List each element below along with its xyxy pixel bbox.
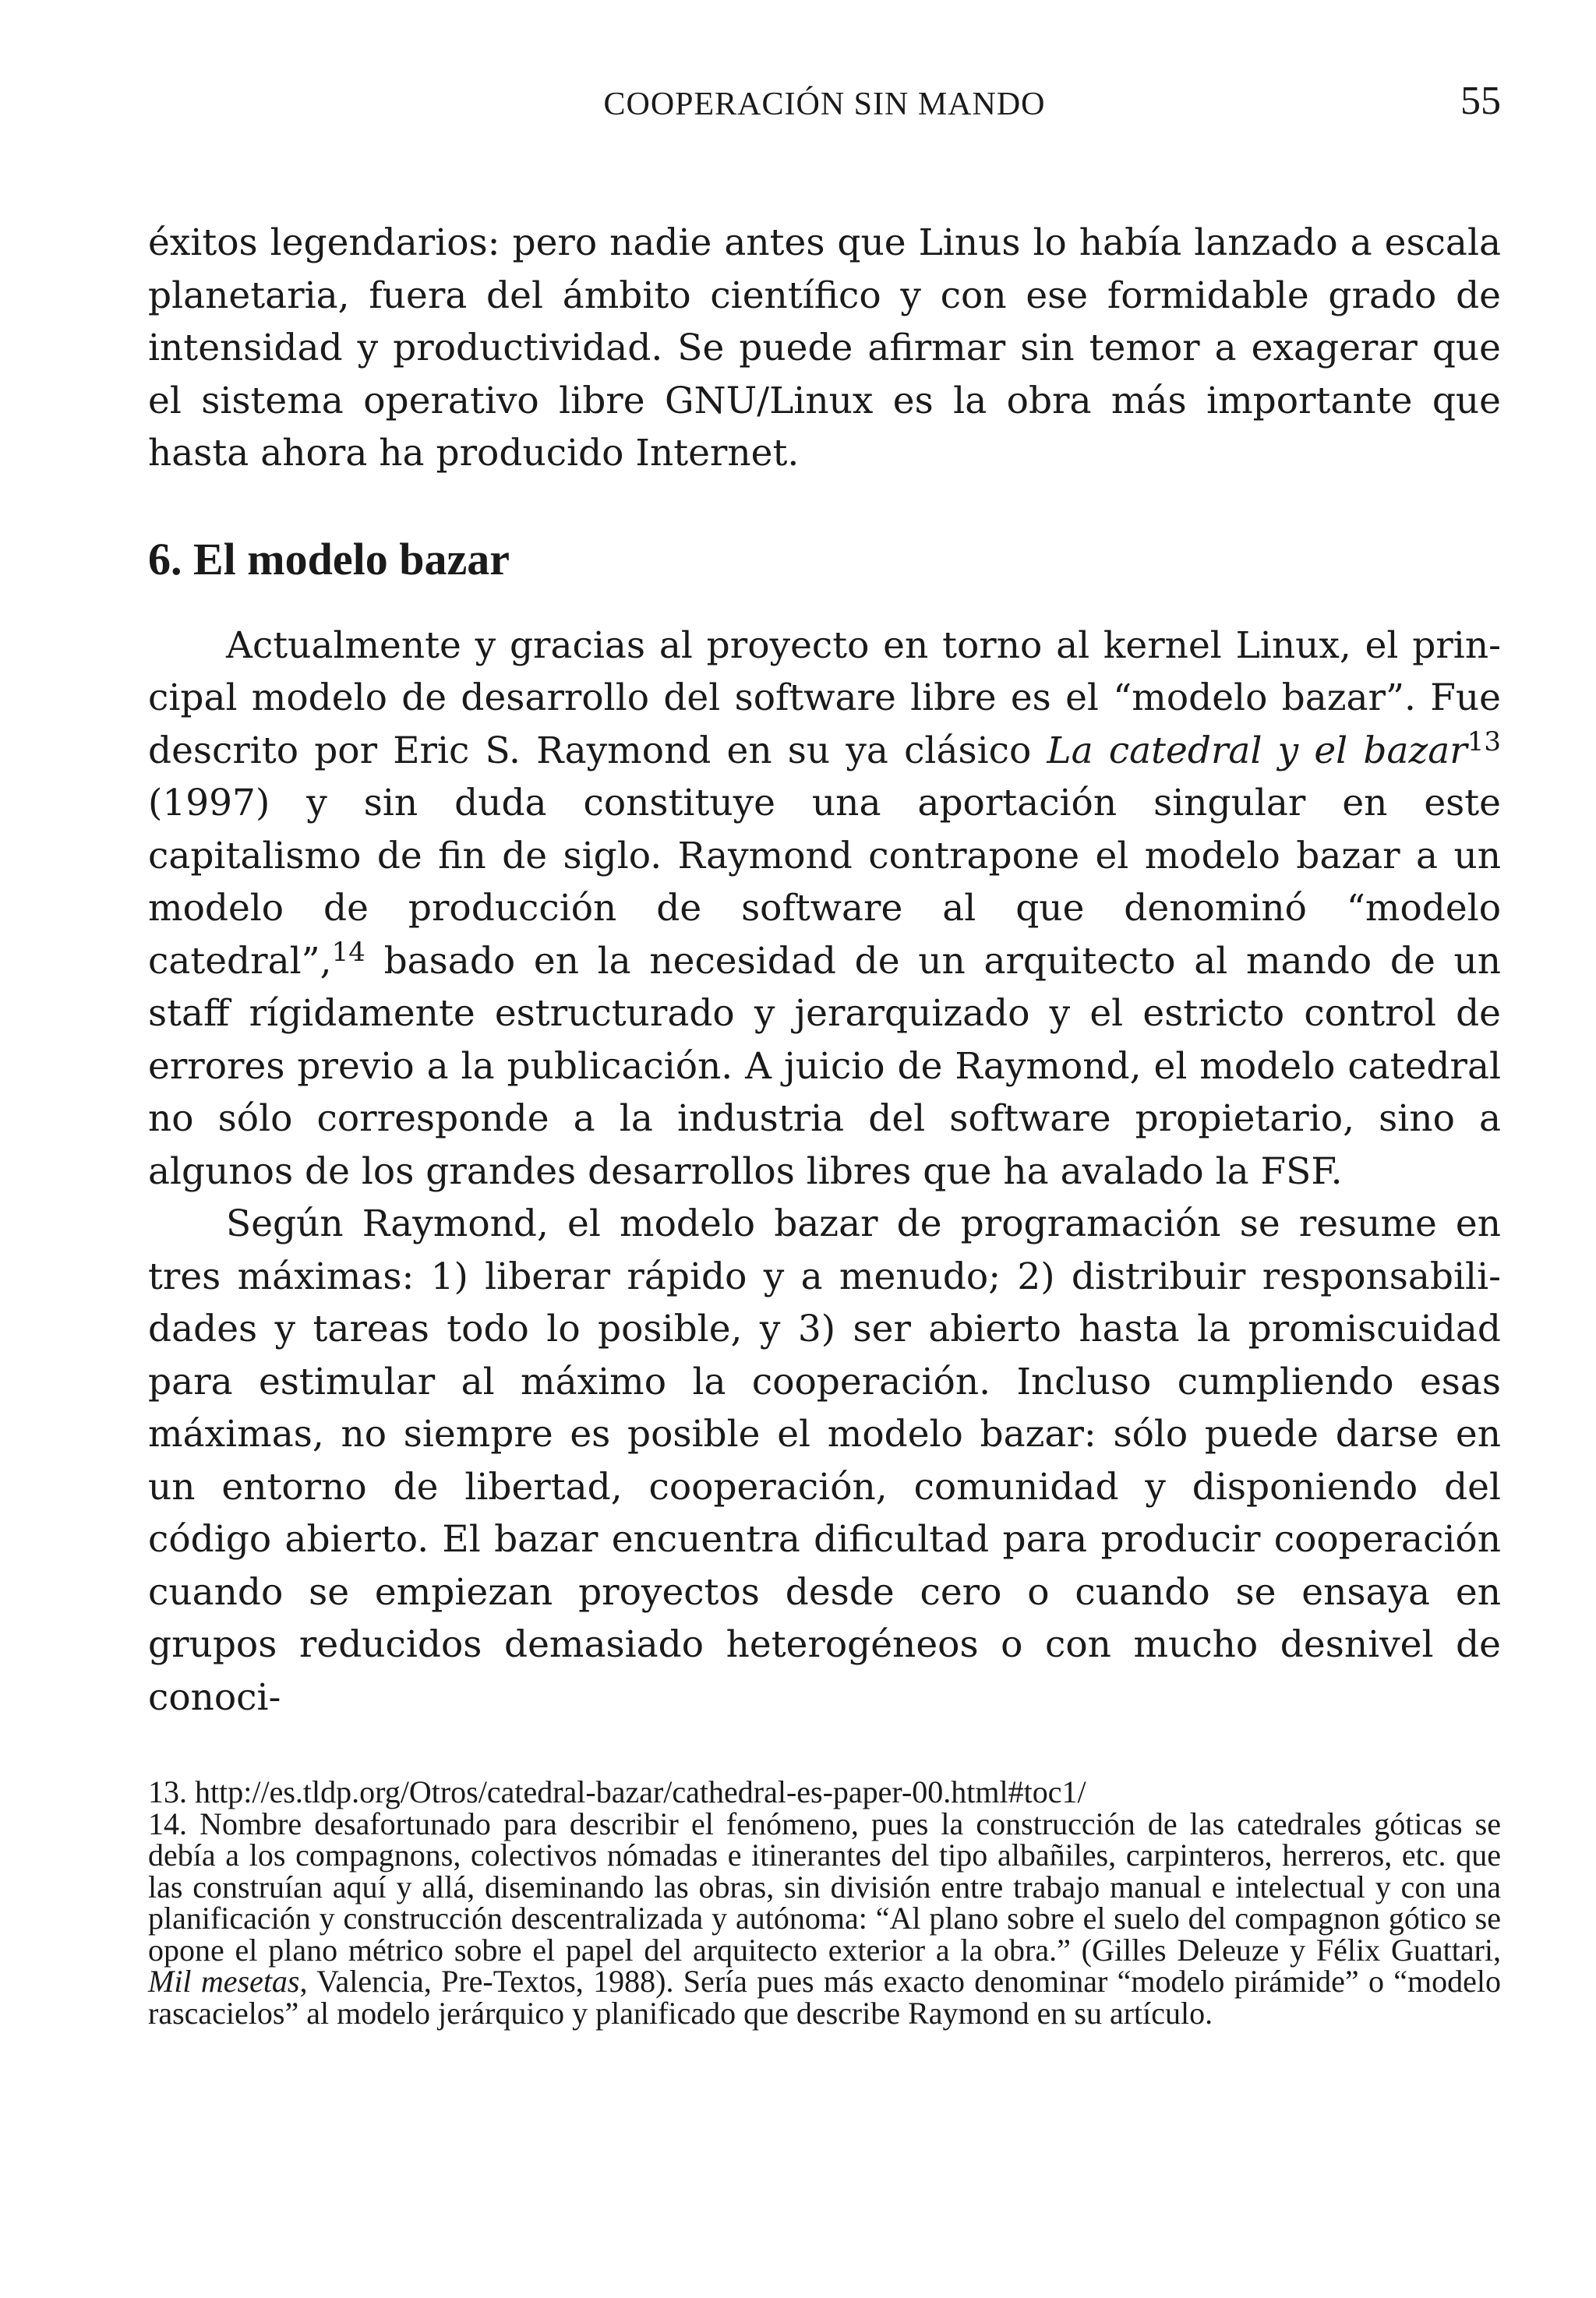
footnote-ref-13[interactable]: 13 — [1467, 725, 1501, 757]
footnote-text: 14. Nombre desafortunado para describir el fenómeno, pues la construcción de las catedrales góticas se debía a los compagnons, colectivos nómadas e itinerantes del tipo albañiles, carpinteros, herreros, etc. que las construían aquí y allá, diseminando las obras, sin división entre trabajo manual e intelectual y con una planificación y construcción descentralizada y autónoma: “Al plano sobre el suelo del compagnon gótico se opone el plano métrico sobre el papel del arquitecto exterior a la obra.” (Gilles Deleuze y Félix Guattari, — [148, 1806, 1501, 1968]
paragraph-text: (1997) y sin duda constituye una aportación singular en este capitalismo de fin de siglo. Raymond contrapone el modelo bazar a un modelo de producción de software al que denominó “modelo catedral”, — [148, 782, 1501, 983]
footnote-ref-14[interactable]: 14 — [331, 936, 365, 968]
footnote-text: , Valencia, Pre-Textos, 1988). Sería pues más exacto denominar “modelo pirámide” o “modelo rascacielos” al modelo jerárquico y planificado que describe Raymond en su artículo. — [148, 1964, 1501, 2031]
book-title-italic: La catedral y el bazar — [1047, 729, 1467, 772]
body-text — [148, 217, 1501, 1724]
paragraph-text: Actualmente y gracias al proyecto en torno al kernel Linux, el principal modelo de desarrollo del software libre es el “modelo bazar”. Fue descrito por Eric S. Raymond en su ya clásico — [148, 623, 1501, 772]
footnote-13: 13. http://es.tldp.org/Otros/catedral-bazar/cathedral-es-paper-00.html#toc1/ — [148, 1774, 1086, 1809]
paragraph-bazar-model — [148, 620, 1501, 1198]
running-head — [148, 78, 1501, 132]
running-title: COOPERACIÓN SIN MANDO — [603, 86, 1046, 122]
paragraph-maxims: Según Raymond, el modelo bazar de programación se resume en tres máximas: 1) liberar rápido y a menudo; 2) distribuir responsabilidades y tareas todo lo posible, y 3) ser abierto hasta la promiscuidad para estimular al máximo la cooperación. Incluso cumpliendo esas máximas, no siempre es posible el modelo bazar: sólo puede darse en un entorno de libertad, cooperación, comunidad y disponiendo del código abierto. El bazar encuentra dificultad para producir cooperación cuando se empiezan proyectos desde cero o cuando se ensaya en grupos reducidos demasiado heterogéneos o con mucho desnivel de conoci- — [148, 1202, 1501, 1719]
paragraph-text: basado en la necesidad de un arquitecto al mando de un staff rígidamente estructurado y jerarquizado y el estricto control de errores previo a la publicación. A juicio de Raymond, el modelo catedral no sólo corresponde a la industria del software propietario, sino a algunos de los grandes desarrollos libres que ha avalado la FSF. — [148, 939, 1501, 1193]
page-number: 55 — [1460, 79, 1501, 123]
paragraph-intro: éxitos legendarios: pero nadie antes que Linus lo había lanzado a escala planetaria, fuera del ámbito científico y con ese formidable grado de intensidad y productividad. Se puede afirmar sin temor a exagerar que el sistema operativo libre GNU/Linux es la obra más importante que hasta ahora ha producido Internet. — [148, 221, 1501, 475]
footnote-14 — [148, 1806, 1501, 2031]
footnotes — [148, 1774, 1501, 2031]
footnote-italic-title: Mil mesetas — [148, 1964, 300, 1999]
section-title: 6. El modelo bazar — [148, 533, 510, 584]
book-page — [148, 0, 1501, 2298]
